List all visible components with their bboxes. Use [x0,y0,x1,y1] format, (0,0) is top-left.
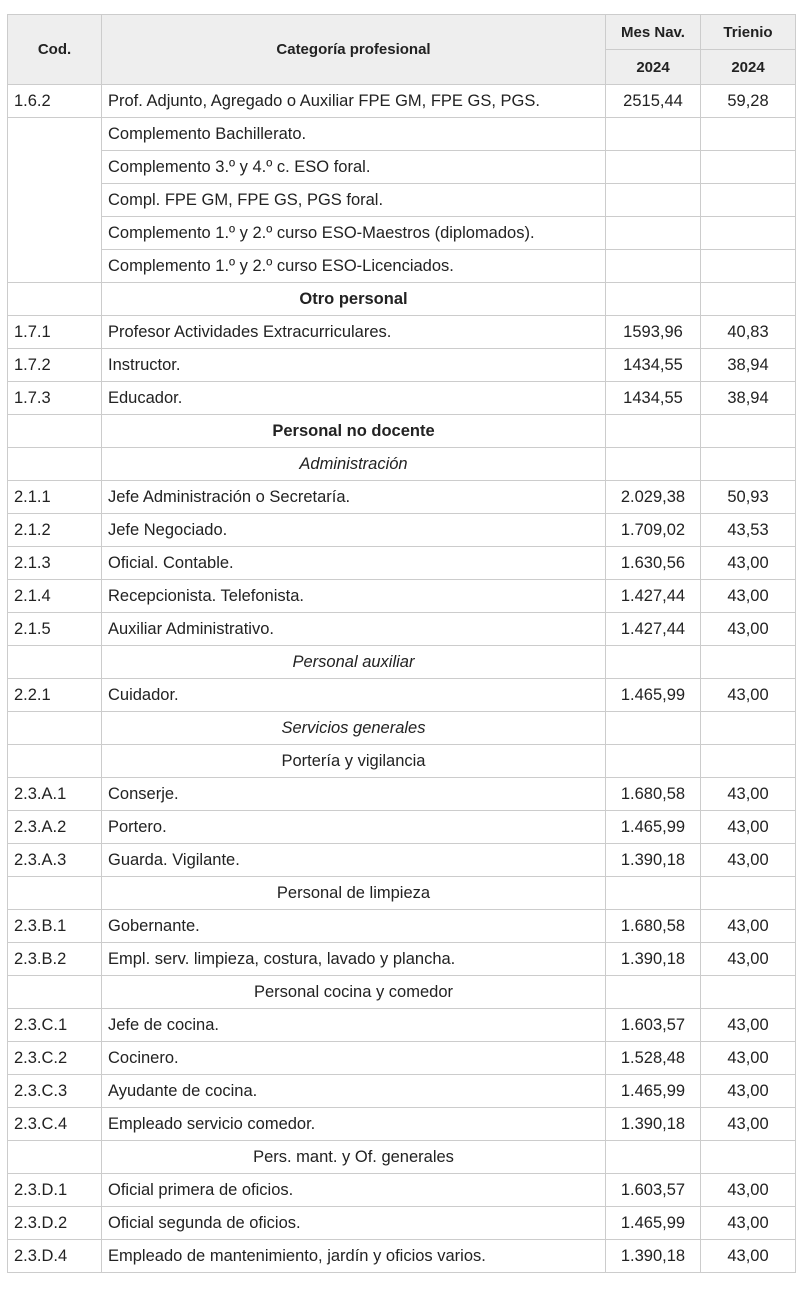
table-row [8,481,796,514]
section-label: Pers. mant. y Of. generales [102,1141,606,1174]
cell-mes-nav-empty [606,250,701,283]
cell-cod: 1.7.2 [8,349,102,382]
cell-trienio: 43,00 [701,1042,796,1075]
header-row [8,15,796,50]
cell-trienio: 43,00 [701,1108,796,1141]
cell-mes-nav-empty [606,283,701,316]
table-row [8,580,796,613]
cell-trienio: 43,00 [701,1240,796,1273]
cell-mes-nav-empty [606,877,701,910]
cell-mes-nav: 1.390,18 [606,1108,701,1141]
cell-categoria: Cuidador. [102,679,606,712]
cell-cod: 2.2.1 [8,679,102,712]
cell-mes-nav-empty [606,1141,701,1174]
cell-trienio-empty [701,877,796,910]
cell-cod: 1.6.2 [8,85,102,118]
section-label: Portería y vigilancia [102,745,606,778]
cell-cod: 2.3.D.4 [8,1240,102,1273]
cell-categoria: Cocinero. [102,1042,606,1075]
cell-trienio-empty [701,217,796,250]
section-label: Personal cocina y comedor [102,976,606,1009]
cell-trienio-empty [701,646,796,679]
cell-categoria: Oficial primera de oficios. [102,1174,606,1207]
cell-trienio: 43,00 [701,1075,796,1108]
table-row-complemento [8,151,796,184]
cell-trienio-empty [701,976,796,1009]
header-categoria: Categoría profesional [102,15,606,85]
cell-categoria: Oficial. Contable. [102,547,606,580]
cell-cod-empty [8,448,102,481]
cell-mes-nav: 1.390,18 [606,1240,701,1273]
table-row-complemento [8,250,796,283]
table-row [8,1240,796,1273]
cell-trienio-empty [701,745,796,778]
cell-categoria: Conserje. [102,778,606,811]
cell-trienio: 43,00 [701,547,796,580]
cell-cod: 1.7.3 [8,382,102,415]
cell-cod: 2.3.C.4 [8,1108,102,1141]
cell-mes-nav: 1.709,02 [606,514,701,547]
section-header-row [8,448,796,481]
cell-trienio-empty [701,1141,796,1174]
cell-trienio: 43,00 [701,811,796,844]
cell-mes-nav-empty [606,646,701,679]
header-mes-nav: Mes Nav. [606,15,701,50]
table-row [8,349,796,382]
cell-trienio-empty [701,448,796,481]
cell-cod: 2.3.C.3 [8,1075,102,1108]
cell-mes-nav: 1.603,57 [606,1009,701,1042]
cell-categoria: Gobernante. [102,910,606,943]
table-body [8,85,796,1273]
section-label: Personal de limpieza [102,877,606,910]
table-row [8,547,796,580]
cell-trienio: 40,83 [701,316,796,349]
section-header-row [8,415,796,448]
cell-cod: 2.3.B.1 [8,910,102,943]
cell-cod: 2.1.1 [8,481,102,514]
table-row-complemento [8,184,796,217]
cell-categoria: Jefe Administración o Secretaría. [102,481,606,514]
header-trienio-year: 2024 [701,50,796,85]
cell-trienio: 43,00 [701,910,796,943]
cell-trienio-empty [701,184,796,217]
cell-mes-nav-empty [606,151,701,184]
cell-categoria: Prof. Adjunto, Agregado o Auxiliar FPE GM, FPE GS, PGS. [102,85,606,118]
cell-cod: 1.7.1 [8,316,102,349]
cell-trienio: 43,00 [701,613,796,646]
table-row [8,679,796,712]
cell-mes-nav-empty [606,745,701,778]
cell-cod: 2.3.C.2 [8,1042,102,1075]
section-label: Personal auxiliar [102,646,606,679]
cell-categoria: Oficial segunda de oficios. [102,1207,606,1240]
cell-mes-nav: 1.465,99 [606,1075,701,1108]
cell-categoria: Empleado servicio comedor. [102,1108,606,1141]
cell-cod-empty [8,877,102,910]
cell-trienio-empty [701,415,796,448]
cell-categoria: Educador. [102,382,606,415]
table-row [8,85,796,118]
cell-cod-empty [8,283,102,316]
table-row [8,1108,796,1141]
cell-mes-nav-empty [606,712,701,745]
cell-cod-empty [8,118,102,283]
cell-mes-nav: 1.427,44 [606,580,701,613]
cell-mes-nav: 1.465,99 [606,811,701,844]
cell-cod-empty [8,1141,102,1174]
cell-cod-empty [8,415,102,448]
cell-cod: 2.1.5 [8,613,102,646]
table-row [8,778,796,811]
section-label: Administración [102,448,606,481]
cell-cod: 2.3.D.1 [8,1174,102,1207]
cell-mes-nav-empty [606,184,701,217]
table-row-complemento [8,118,796,151]
cell-categoria: Portero. [102,811,606,844]
table-row [8,1009,796,1042]
table-row-complemento [8,217,796,250]
cell-complemento: Complemento 1.º y 2.º curso ESO-Licenciados. [102,250,606,283]
cell-categoria: Profesor Actividades Extracurriculares. [102,316,606,349]
cell-categoria: Empleado de mantenimiento, jardín y oficios varios. [102,1240,606,1273]
table-row [8,1042,796,1075]
cell-categoria: Instructor. [102,349,606,382]
cell-complemento: Complemento Bachillerato. [102,118,606,151]
table-row [8,382,796,415]
cell-cod-empty [8,976,102,1009]
cell-trienio: 43,00 [701,844,796,877]
cell-trienio: 38,94 [701,382,796,415]
section-header-row [8,712,796,745]
header-mes-nav-year: 2024 [606,50,701,85]
cell-categoria: Jefe Negociado. [102,514,606,547]
cell-trienio: 43,00 [701,580,796,613]
cell-mes-nav-empty [606,217,701,250]
header-cod: Cod. [8,15,102,85]
cell-mes-nav: 2515,44 [606,85,701,118]
cell-mes-nav: 1.390,18 [606,943,701,976]
cell-cod: 2.1.3 [8,547,102,580]
cell-complemento: Complemento 1.º y 2.º curso ESO-Maestros (diplomados). [102,217,606,250]
cell-mes-nav: 1.427,44 [606,613,701,646]
cell-mes-nav: 1434,55 [606,349,701,382]
cell-mes-nav: 1.680,58 [606,910,701,943]
cell-complemento: Complemento 3.º y 4.º c. ESO foral. [102,151,606,184]
header-trienio: Trienio [701,15,796,50]
salary-table [7,14,796,1273]
cell-trienio: 43,00 [701,1174,796,1207]
table-row [8,1174,796,1207]
cell-cod: 2.3.A.1 [8,778,102,811]
cell-mes-nav: 1434,55 [606,382,701,415]
cell-trienio-empty [701,283,796,316]
salary-table-container [7,14,796,1273]
table-row [8,613,796,646]
section-header-row [8,976,796,1009]
cell-trienio: 43,00 [701,1009,796,1042]
cell-trienio: 50,93 [701,481,796,514]
section-header-row [8,1141,796,1174]
section-label: Otro personal [102,283,606,316]
cell-trienio: 43,00 [701,778,796,811]
cell-mes-nav: 1.528,48 [606,1042,701,1075]
cell-trienio: 38,94 [701,349,796,382]
section-header-row [8,877,796,910]
cell-mes-nav: 1593,96 [606,316,701,349]
table-row [8,514,796,547]
table-row [8,1207,796,1240]
cell-trienio: 43,00 [701,1207,796,1240]
cell-trienio-empty [701,250,796,283]
table-row [8,943,796,976]
cell-trienio: 43,53 [701,514,796,547]
cell-cod: 2.3.D.2 [8,1207,102,1240]
cell-cod-empty [8,745,102,778]
cell-categoria: Recepcionista. Telefonista. [102,580,606,613]
cell-categoria: Ayudante de cocina. [102,1075,606,1108]
cell-trienio: 43,00 [701,943,796,976]
section-label: Personal no docente [102,415,606,448]
cell-mes-nav: 1.680,58 [606,778,701,811]
cell-mes-nav: 2.029,38 [606,481,701,514]
cell-mes-nav-empty [606,118,701,151]
cell-mes-nav: 1.390,18 [606,844,701,877]
section-header-row [8,646,796,679]
cell-cod: 2.3.A.2 [8,811,102,844]
table-header [8,15,796,85]
cell-mes-nav-empty [606,448,701,481]
cell-categoria: Auxiliar Administrativo. [102,613,606,646]
table-row [8,316,796,349]
cell-complemento: Compl. FPE GM, FPE GS, PGS foral. [102,184,606,217]
cell-categoria: Empl. serv. limpieza, costura, lavado y plancha. [102,943,606,976]
cell-mes-nav: 1.630,56 [606,547,701,580]
cell-trienio: 43,00 [701,679,796,712]
cell-trienio-empty [701,712,796,745]
cell-mes-nav-empty [606,415,701,448]
cell-mes-nav: 1.603,57 [606,1174,701,1207]
section-label: Servicios generales [102,712,606,745]
cell-cod: 2.3.C.1 [8,1009,102,1042]
cell-cod: 2.1.2 [8,514,102,547]
cell-mes-nav: 1.465,99 [606,679,701,712]
cell-mes-nav-empty [606,976,701,1009]
cell-cod: 2.3.B.2 [8,943,102,976]
table-row [8,910,796,943]
cell-mes-nav: 1.465,99 [606,1207,701,1240]
cell-cod-empty [8,712,102,745]
cell-categoria: Guarda. Vigilante. [102,844,606,877]
section-header-row [8,283,796,316]
table-row [8,811,796,844]
cell-trienio: 59,28 [701,85,796,118]
cell-trienio-empty [701,118,796,151]
table-row [8,844,796,877]
cell-cod-empty [8,646,102,679]
cell-trienio-empty [701,151,796,184]
cell-cod: 2.1.4 [8,580,102,613]
section-header-row [8,745,796,778]
cell-categoria: Jefe de cocina. [102,1009,606,1042]
cell-cod: 2.3.A.3 [8,844,102,877]
table-row [8,1075,796,1108]
